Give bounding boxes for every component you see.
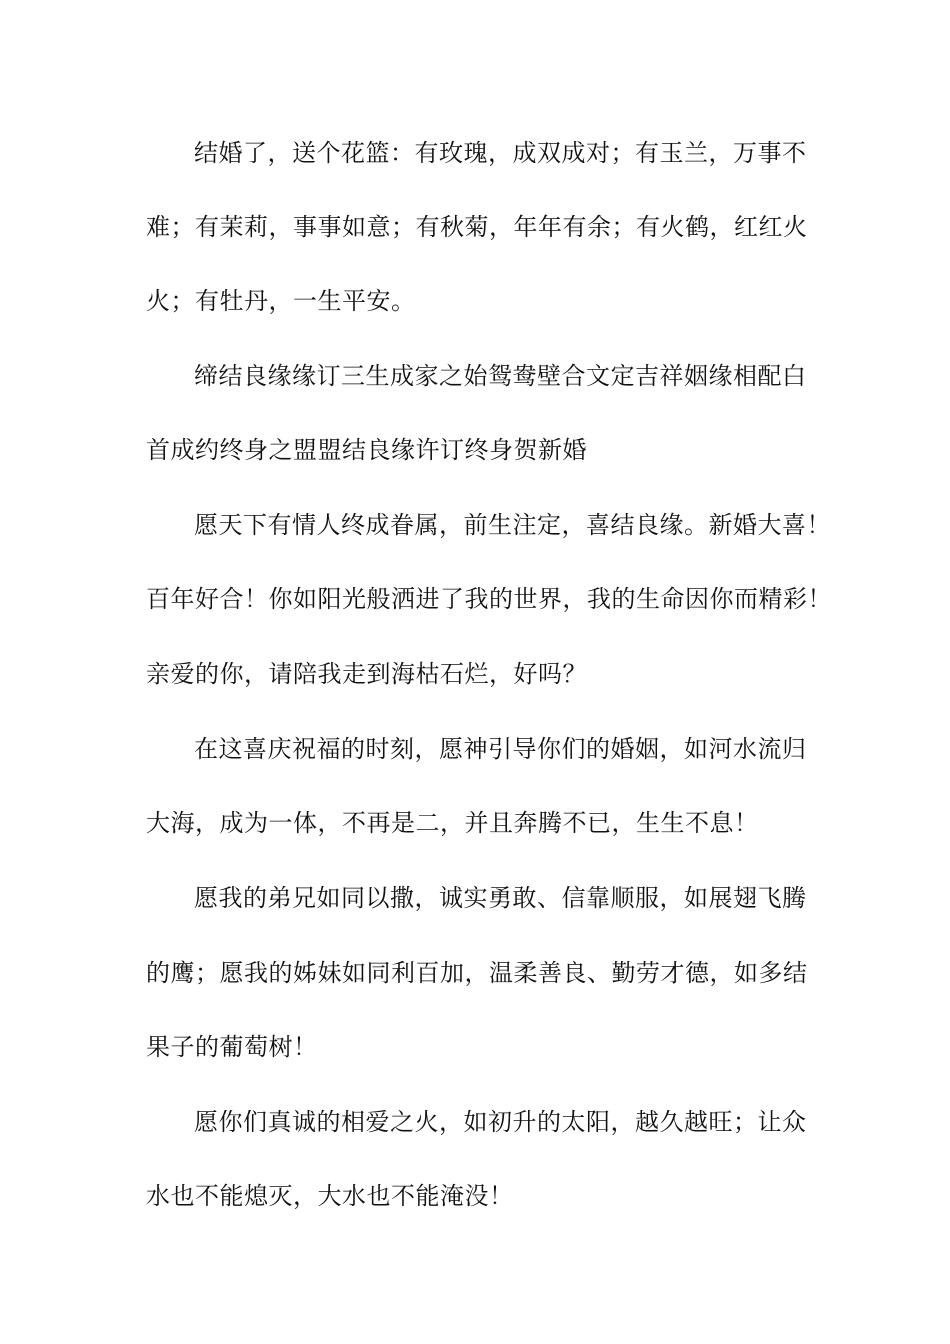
paragraph-3-line-3: 亲爱的你，请陪我走到海枯石烂，好吗？ [146,660,587,688]
paragraph-1-line-3: 火；有牡丹，一生平安。 [146,287,416,315]
paragraph-5-line-1: 愿我的弟兄如同以撒，诚实勇敢、信靠顺服，如展翅飞腾 [194,884,807,912]
paragraph-1-line-1: 结婚了，送个花篮：有玫瑰，成双成对；有玉兰，万事不 [194,139,807,167]
paragraph-5-line-3: 果子的葡萄树！ [146,1033,318,1061]
paragraph-2-line-2: 首成约终身之盟盟结良缘许订终身贺新婚 [146,436,587,464]
paragraph-6-line-1: 愿你们真诚的相爱之火，如初升的太阳，越久越旺；让众 [194,1108,807,1136]
paragraph-4-line-1: 在这喜庆祝福的时刻，愿神引导你们的婚姻，如河水流归 [194,735,807,763]
paragraph-1-line-2: 难；有茉莉，事事如意；有秋菊，年年有余；有火鹤，红红火 [146,213,808,241]
paragraph-3-line-2: 百年好合！你如阳光般洒进了我的世界，我的生命因你而精彩！ [146,585,832,613]
paragraph-2-line-1: 缔结良缘缘订三生成家之始鸳鸯壁合文定吉祥姻缘相配白 [194,362,807,390]
paragraph-3-line-1: 愿天下有情人终成眷属，前生注定，喜结良缘。新婚大喜！ [194,511,831,539]
paragraph-4-line-2: 大海，成为一体，不再是二，并且奔腾不已，生生不息！ [146,809,759,837]
paragraph-6-line-2: 水也不能熄灭，大水也不能淹没！ [146,1182,514,1210]
paragraph-5-line-2: 的鹰；愿我的姊妹如同利百加，温柔善良、勤劳才德，如多结 [146,959,808,987]
